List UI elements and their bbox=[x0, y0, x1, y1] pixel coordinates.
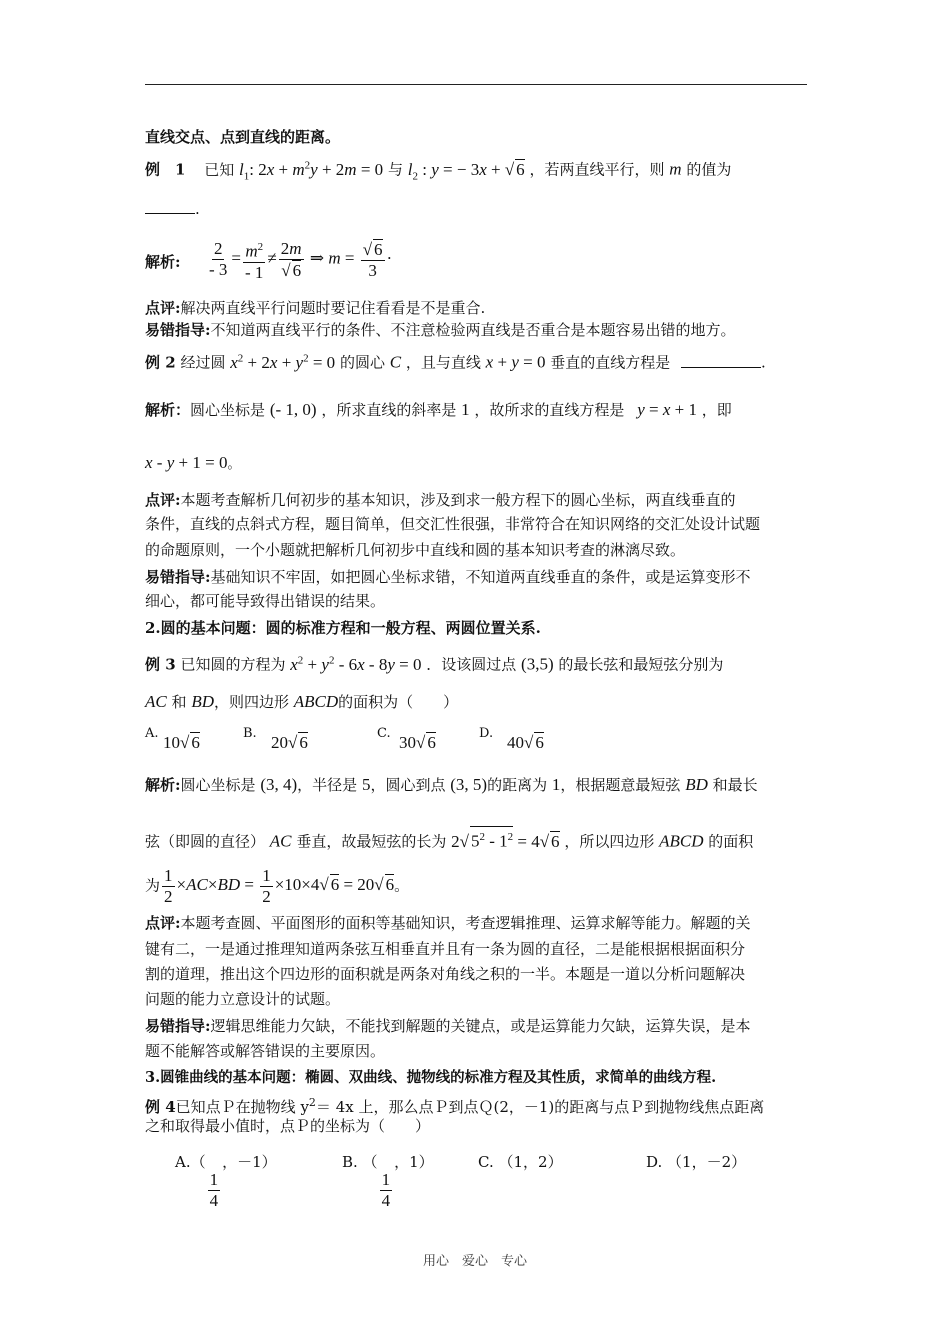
sol1-label: 解析: bbox=[145, 253, 181, 271]
option-a: A.（ $\frac{1}{4}$ ，－1） bbox=[175, 1153, 277, 1210]
ex2-label: 例 2 bbox=[145, 353, 176, 372]
ex1-label: 例 1 bbox=[145, 160, 186, 179]
area-formula: $\frac{1}{2}$ ×AC×BD = $\frac{1}{2}$ ×10×4√ 6 = 20√ 6 bbox=[164, 866, 395, 906]
comment3-line3: 割的道理，推出这个四边形的面积就是两条对角线之积的一半。本题是一道以分析问题解决 bbox=[145, 965, 746, 983]
option-b: B. （ $\frac{1}{4}$ ，1） bbox=[342, 1153, 434, 1210]
sol3-line3: 为 $\frac{1}{2}$ ×AC×BD = $\frac{1}{2}$ ×10×4√ 6 = 20√ 6。 bbox=[145, 866, 410, 906]
circle-equation: $x^2 + 2x + y^2 = 0$ bbox=[230, 352, 336, 372]
line-equation: x + y = 0 bbox=[485, 352, 546, 372]
option-c: C. （1，2） bbox=[478, 1153, 563, 1171]
option-c: C. bbox=[377, 726, 391, 741]
sol1-formula: $\frac{2}{- 3}$ = $\frac{m^2}{- 1}$ ≠ $\frac{2m}{√ 6}$ ⇒ m = $\frac{√ 6}{3}$ · bbox=[209, 238, 393, 282]
page-footer: 用心 爱心 专心 bbox=[422, 1254, 527, 1269]
circle-equation: $x^2 + y^2 - 6x - 8y = 0$ bbox=[290, 654, 422, 674]
section1-heading: 直线交点、点到直线的距离。 bbox=[145, 128, 341, 146]
comment1: 点评:解决两直线平行问题时要记住看看是不是重合. bbox=[145, 299, 486, 317]
ex4-options bbox=[145, 1140, 810, 1210]
header-rule bbox=[145, 84, 807, 85]
sol1 bbox=[145, 237, 810, 287]
error3-line1: 易错指导:逻辑思维能力欠缺，不能找到解题的关键点，或是运算能力欠缺，运算失误，是本 bbox=[145, 1017, 751, 1035]
ex3-label: 例 3 bbox=[145, 655, 176, 674]
section2-heading: 2.圆的基本问题：圆的标准方程和一般方程、两圆位置关系. bbox=[145, 619, 541, 637]
answer-blank bbox=[145, 213, 195, 214]
option-a: A. bbox=[145, 726, 159, 741]
ex3-line1: 例 3 已知圆的方程为 $x^2 + y^2 - 6x - 8y = 0$ ．设该圆过点 (3,5) 的最长弦和最短弦分别为 bbox=[145, 654, 724, 674]
answer-equation: y = x + 1 bbox=[637, 400, 697, 419]
ex1-line2: . bbox=[145, 199, 810, 219]
sol2-line1: 解析：圆心坐标是 (- 1, 0) ，所求直线的斜率是 1 ，故所求的直线方程是 y = x + 1 ，即 bbox=[145, 400, 732, 419]
error1: 易错指导:不知道两直线平行的条件、不注意检验两直线是否重合是本题容易出错的地方。 bbox=[145, 321, 736, 339]
sol3-line2: 弦（即圆的直径） AC 垂直，故最短弦的长为 2√ $5^2 - 1^2 = 4√$ 6 ，所以四边形 ABCD 的面积 bbox=[145, 826, 810, 852]
error2-line2: 细心，都可能导致得出错误的结果。 bbox=[145, 592, 386, 610]
line-l2-equation: $l_2$ : y = − 3x + √ 6 bbox=[407, 159, 525, 183]
ex3-options: A. 10√ 6 B. 20√ 6 C. 30√ 6 D. 40√ 6 bbox=[145, 726, 544, 752]
comment2-line1: 点评:本题考查解析几何初步的基本知识，涉及到求一般方程下的圆心坐标，两直线垂直的 bbox=[145, 491, 736, 509]
sol3-line1: 解析:圆心坐标是 (3, 4)，半径是 5，圆心到点 (3, 5)的距离为 1，根据题意最短弦 BD 和最长 bbox=[145, 775, 758, 794]
comment3-line1: 点评:本题考查圆、平面图形的面积等基础知识，考查逻辑推理、运算求解等能力。解题的关 bbox=[145, 914, 751, 932]
sol2-line2: x - y + 1 = 0。 bbox=[145, 453, 241, 472]
ex3-line2: AC 和 BD，则四边形 ABCD的面积为（ ） bbox=[145, 692, 459, 711]
ex4-line2: 之和取得最小值时，点Ｐ的坐标为（ ） bbox=[145, 1117, 431, 1135]
comment3-line2: 键有二，一是通过推理知道两条弦互相垂直并且有一条为圆的直径，二是能根据根据面积分 bbox=[145, 940, 746, 958]
ex1-line1: 例 1 已知 $l_1$: $2x + m^2y + 2m = 0$ 与 $l_2$ : y = − 3x + √ 6 ，若两直线平行，则 m 的值为 bbox=[145, 159, 732, 183]
ex2-line: 例 2 经过圆 $x^2 + 2x + y^2 = 0$ 的圆心 C ，且与直线 x + y = 0 垂直的直线方程是 . bbox=[145, 352, 766, 372]
error2-line1: 易错指导:基础知识不牢固，如把圆心坐标求错，不知道两直线垂直的条件，或是运算变形不 bbox=[145, 568, 751, 586]
line-l1-equation: $l_1$: $2x + m^2y + 2m = 0$ bbox=[239, 159, 384, 183]
comment2-line3: 的命题原则，一个小题就把解析几何初步中直线和圆的基本知识考查的淋漓尽致。 bbox=[145, 541, 686, 559]
ex4-label: 例 4 bbox=[145, 1098, 176, 1116]
comment2-line2: 条件，直线的点斜式方程，题目简单，但交汇性很强，非常符合在知识网络的交汇处设计试题 bbox=[145, 515, 761, 533]
ex4-line1: 例 4已知点Ｐ在抛物线 $y^2= 4x$ 上，那么点Ｐ到点Ｑ(2，－1)的距离与点Ｐ到抛物线焦点距离 bbox=[145, 1096, 765, 1116]
section3-heading: 3.圆锥曲线的基本问题：椭圆、双曲线、抛物线的标准方程及其性质，求简单的曲线方程. bbox=[145, 1069, 717, 1086]
error3-line2: 题不能解答或解答错误的主要原因。 bbox=[145, 1042, 386, 1060]
answer-blank bbox=[681, 367, 761, 368]
option-b: B. bbox=[243, 726, 257, 741]
option-d: D. bbox=[479, 726, 494, 741]
comment3-line4: 问题的能力立意设计的试题。 bbox=[145, 990, 341, 1008]
option-d: D. （1，－2） bbox=[646, 1153, 747, 1171]
